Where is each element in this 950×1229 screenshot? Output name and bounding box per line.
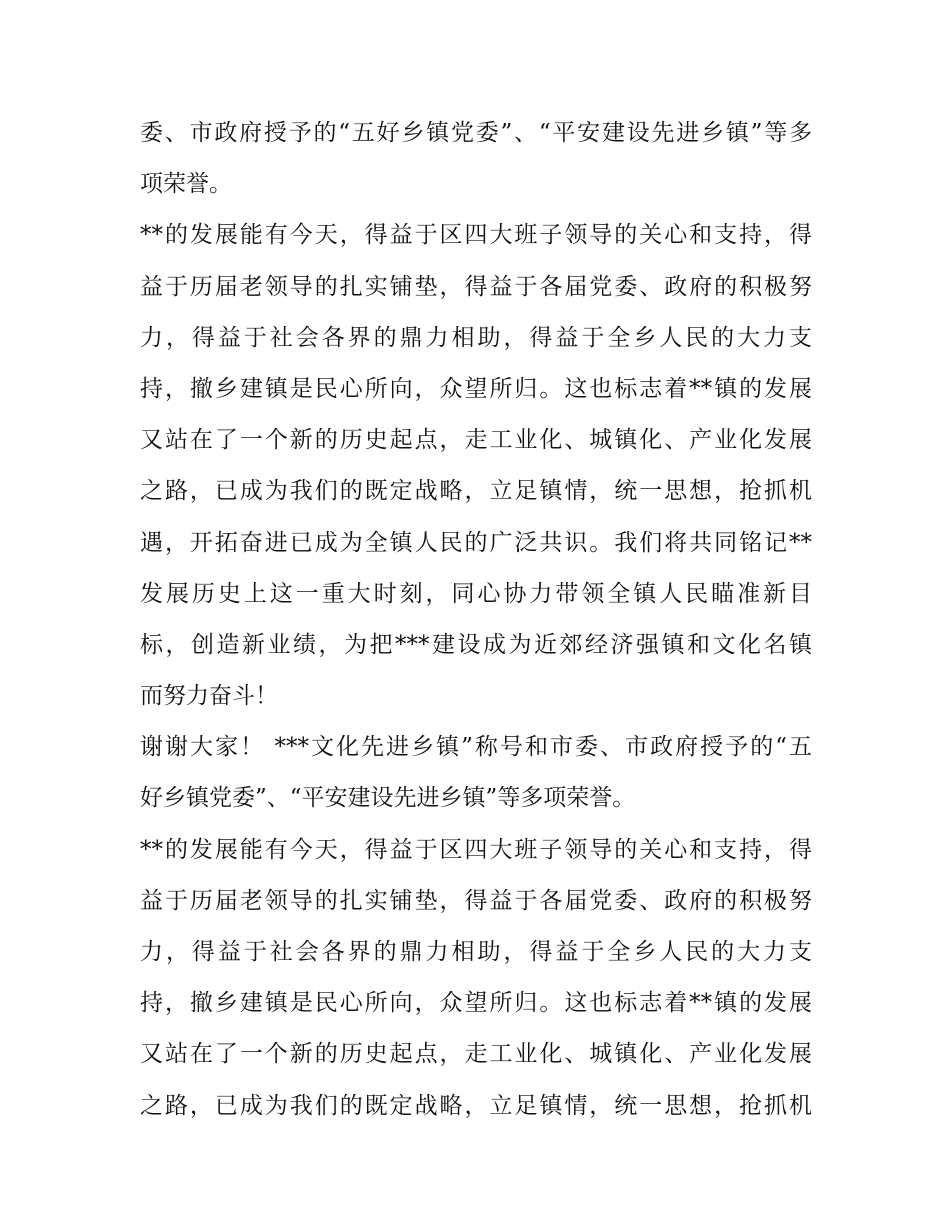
text-line: 遇，开拓奋进已成为全镇人民的广泛共识。我们将共同铭记** [140,529,812,556]
text-line: 力，得益于社会各界的鼎力相助，得益于全乡人民的大力支 [140,324,812,351]
text-line: 委、市政府授予的“五好乡镇党委”、“平安建设先进乡镇”等多 [140,120,812,146]
text-line: 发展历史上这一重大时刻，同心协力带领全镇人民瞄准新目 [140,580,812,607]
text-line: **的发展能有今天，得益于区四大班子领导的关心和支持，得 [140,836,812,863]
text-line: 又站在了一个新的历史起点，走工业化、城镇化、产业化发展 [140,427,812,454]
text-line: 标，创造新业绩，为把***建设成为近郊经济强镇和文化名镇 [140,631,812,658]
text-line: 之路，已成为我们的既定战略，立足镇情，统一思想，抢抓机 [140,1092,812,1119]
text-line: 力，得益于社会各界的鼎力相助，得益于全乡人民的大力支 [140,939,812,965]
text-line: 益于历届老领导的扎实铺垫，得益于各届党委、政府的积极努 [140,887,812,914]
body-text [140,108,812,1132]
text-line: 持，撤乡建镇是民心所向，众望所归。这也标志着**镇的发展 [140,375,812,402]
text-line: 项荣誉。 [140,171,232,198]
text-line: 持，撤乡建镇是民心所向，众望所归。这也标志着**镇的发展 [140,990,812,1017]
text-line: 而努力奋斗！ [140,683,278,710]
text-line: 之路，已成为我们的既定战略，立足镇情，统一思想，抢抓机 [140,478,812,505]
text-line: 又站在了一个新的历史起点，走工业化、城镇化、产业化发展 [140,1041,812,1068]
text-line: 谢谢大家！ ***文化先进乡镇”称号和市委、市政府授予的“五 [140,734,812,761]
text-line: 好乡镇党委”、“平安建设先进乡镇”等多项荣誉。 [140,785,636,812]
text-line: 益于历届老领导的扎实铺垫，得益于各届党委、政府的积极努 [140,273,812,300]
text-line: **的发展能有今天，得益于区四大班子领导的关心和支持，得 [140,222,812,249]
